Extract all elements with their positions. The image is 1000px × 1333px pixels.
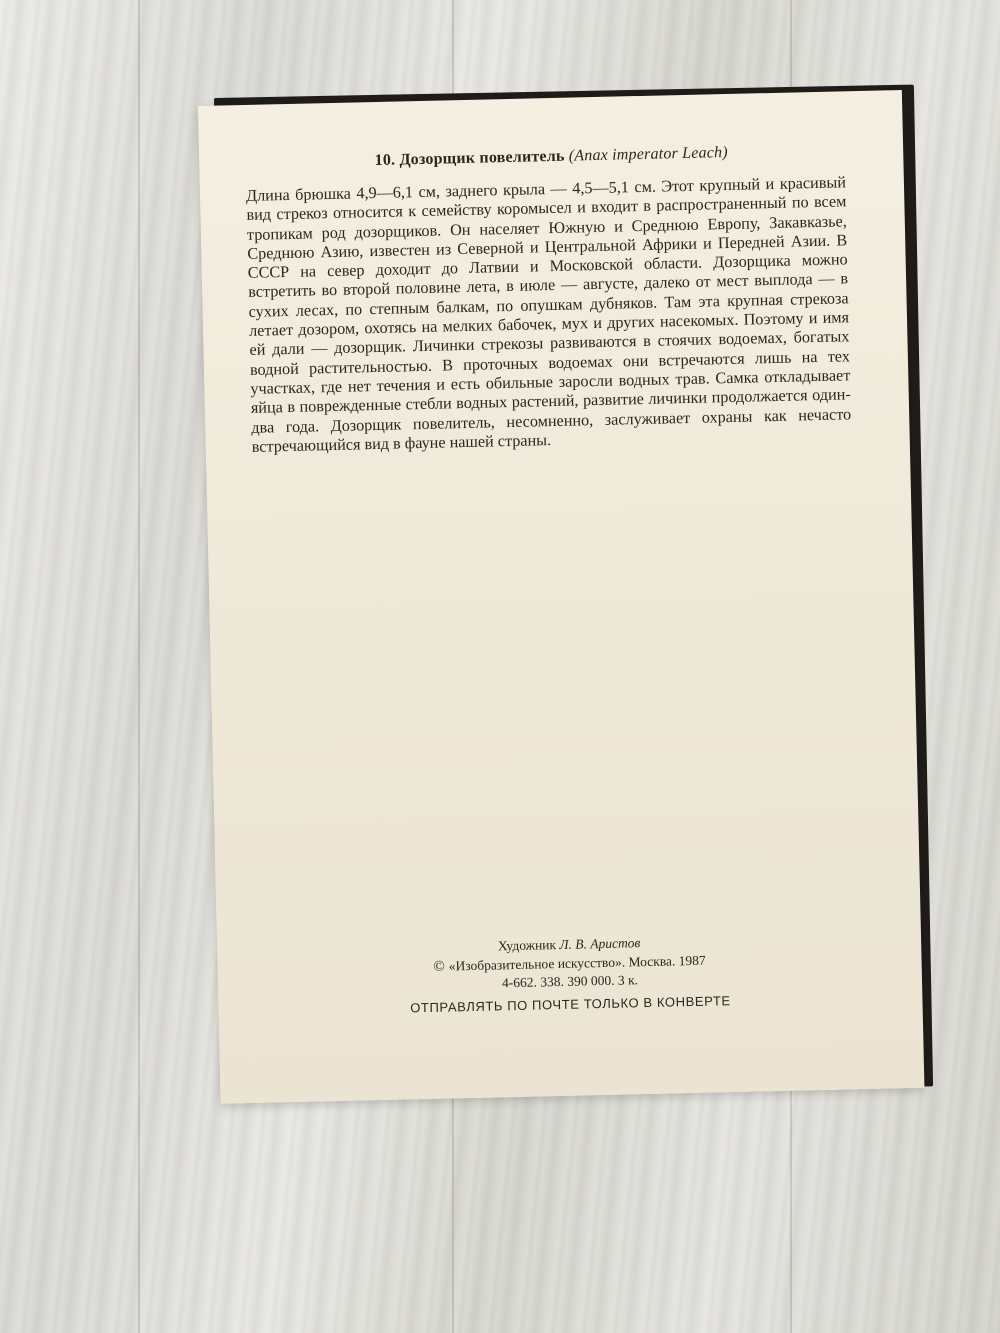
description-text: Длина брюшка 4,9—6,1 см, заднего крыла — 4,5—5,1 см. Этот крупный и красивый вид стрекоз относится к семейству коромысел и входит в распространенный по всем тропикам род дозорщиков. Он населяет Южную и Среднюю Европу, Закавказье, Среднюю Азию, известен из Северной и Центральной Африки и Передней Азии. В СССР на север доходит до Латвии и Московской области. Дозорщика можно встретить во второй половине лета, в июле — августе, далеко от мест выплода — в сухих лесах, по степным балкам, по опушкам дубняков. Там эта крупная стрекоза летает дозором, охотясь на мелких бабочек, мух и других насекомых. Поэтому и имя ей дали — дозорщик. Личинки стрекозы развиваются в стоячих водоемах, богатых водной растительностью. В проточных водоемах они встречаются лишь на тех участках, где нет течения и есть обильные заросли водных трав. Самка откладывает яйца в поврежденные стебли водных растений, развитие личинки продолжается один-два года. Дозорщик повелитель, несомненно, заслуживает охраны как нечасто встречающийся вид в фауне нашей страны. bbox=[245, 173, 852, 456]
artist-label: Художник bbox=[497, 937, 557, 954]
species-description bbox=[246, 173, 852, 457]
publisher-text: «Изобразительное искусство». Москва. 1987 bbox=[448, 952, 706, 974]
print-code: 4-662. 338. 390 000. 3 к. bbox=[501, 972, 639, 991]
copyright-icon: © bbox=[433, 958, 445, 975]
postcard-back bbox=[198, 90, 924, 1104]
species-name: Дозорщик повелитель bbox=[399, 147, 565, 169]
species-title bbox=[199, 140, 903, 174]
species-number: 10. bbox=[374, 151, 396, 170]
mailing-note: ОТПРАВЛЯТЬ ПО ПОЧТЕ ТОЛЬКО В КОНВЕРТЕ bbox=[410, 992, 731, 1015]
floor-plank-seam bbox=[138, 0, 140, 1333]
artist-name: Л. В. Аристов bbox=[559, 935, 641, 953]
publisher-imprint bbox=[217, 928, 923, 1022]
species-latin-name: (Anax imperator Leach) bbox=[568, 143, 728, 165]
